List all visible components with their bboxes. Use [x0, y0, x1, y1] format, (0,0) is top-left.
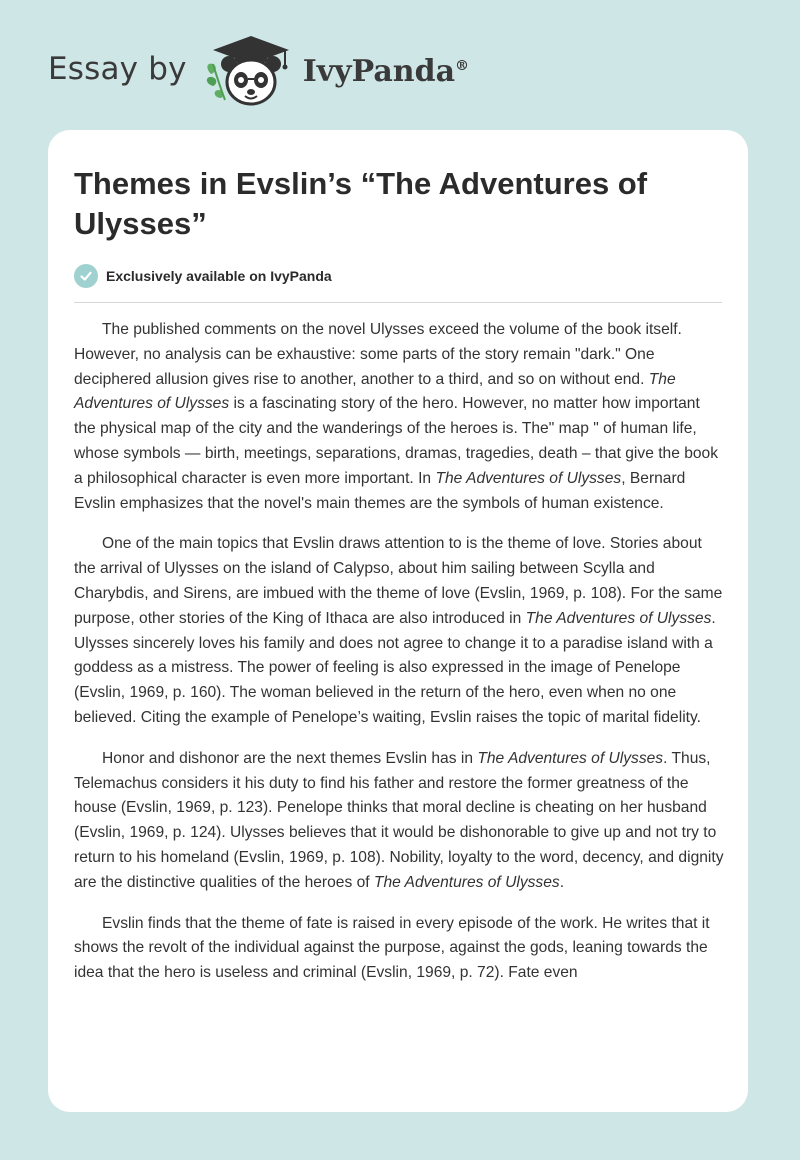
paragraph-text: One of the main topics that Evslin draws attention to is the theme of love. Stories about the arrival of Ulysses on the island of Calypso, about him sailing between Scylla and Charybdis, and Sirens, are imbued with the theme of love (Evslin, 1969, p. 108). For the same purpose, other stories of the King of Ithaca are also introduced in [74, 535, 723, 627]
book-title-italic: The Adventures of Ulysses [477, 749, 664, 767]
exclusive-badge [74, 264, 332, 288]
book-title-italic: The Adventures of Ulysses [373, 873, 560, 891]
paragraph-text: . Thus, Telemachus considers it his duty to find his father and restore the former greatness of the house (Evslin, 1969, p. 123). Penelope thinks that moral decline is cheating on her husband (Evslin, 1969, p. 124). Ulysses believes that it would be dishonorable to give up and not try to return to his homeland (Evslin, 1969, p. 108). Nobility, loyalty to the word, decency, and dignity are the distinctive qualities of the heroes of [74, 749, 724, 891]
essay-title: Themes in Evslin’s “The Adventures of Ulysses” [74, 166, 648, 241]
brand-name[interactable]: IvyPanda® [302, 53, 470, 89]
paragraph-text: is a fascinating story of the hero. However, no matter how important the physical map of the city and the wanderings of the heroes is. The" map " of human life, whose symbols — birth, meetings, separations, dramas, tragedies, death – that give the book a philosophical character is even more important. In [74, 395, 719, 487]
title-divider [74, 302, 722, 303]
checkmark-icon [74, 264, 98, 288]
book-title-italic: The Adventures of Ulysses [435, 469, 622, 487]
essay-paragraph [74, 912, 724, 986]
paragraph-text: . [559, 873, 565, 891]
paragraph-text: The published comments on the novel Ulysses exceed the volume of the book itself. However, no analysis can be exhaustive: some parts of the story remain "dark." One deciphered allusion gives rise to another, another to a third, and so on without end. [74, 321, 682, 388]
registered-mark: ® [455, 57, 470, 74]
essay-paragraph [74, 747, 724, 896]
essay-body [74, 318, 724, 1002]
essay-paragraph [74, 318, 724, 516]
site-header [48, 34, 508, 110]
book-title-italic: The Adventures of Ulysses [74, 370, 676, 413]
essay-paragraph [74, 532, 724, 730]
panda-graduate-logo-icon[interactable] [201, 34, 297, 110]
essay-card [48, 130, 748, 1112]
book-title-italic: The Adventures of Ulysses [525, 609, 712, 627]
exclusive-badge-text: Exclusively available on IvyPanda [106, 268, 332, 284]
paragraph-text: Evslin finds that the theme of fate is raised in every episode of the work. He writes that it shows the revolt of the individual against the purpose, against the gods, leaning towards the idea that the hero is useless and criminal (Evslin, 1969, p. 72). Fate even [74, 914, 710, 982]
brand-prefix: Essay by [48, 51, 187, 87]
paragraph-text: Honor and dishonor are the next themes Evslin has in [102, 749, 478, 767]
paragraph-text: , Bernard Evslin emphasizes that the novel's main themes are the symbols of human existence. [74, 469, 686, 512]
paragraph-text: . Ulysses sincerely loves his family and does not agree to change it to a paradise island with a goddess as a mistress. The power of feeling is also expressed in the image of Penelope (Evslin, 1969, p. 160). The woman believed in the return of the hero, even when no one believed. Citing the example of Penelope’s waiting, Evslin raises the topic of marital fidelity. [74, 609, 716, 726]
